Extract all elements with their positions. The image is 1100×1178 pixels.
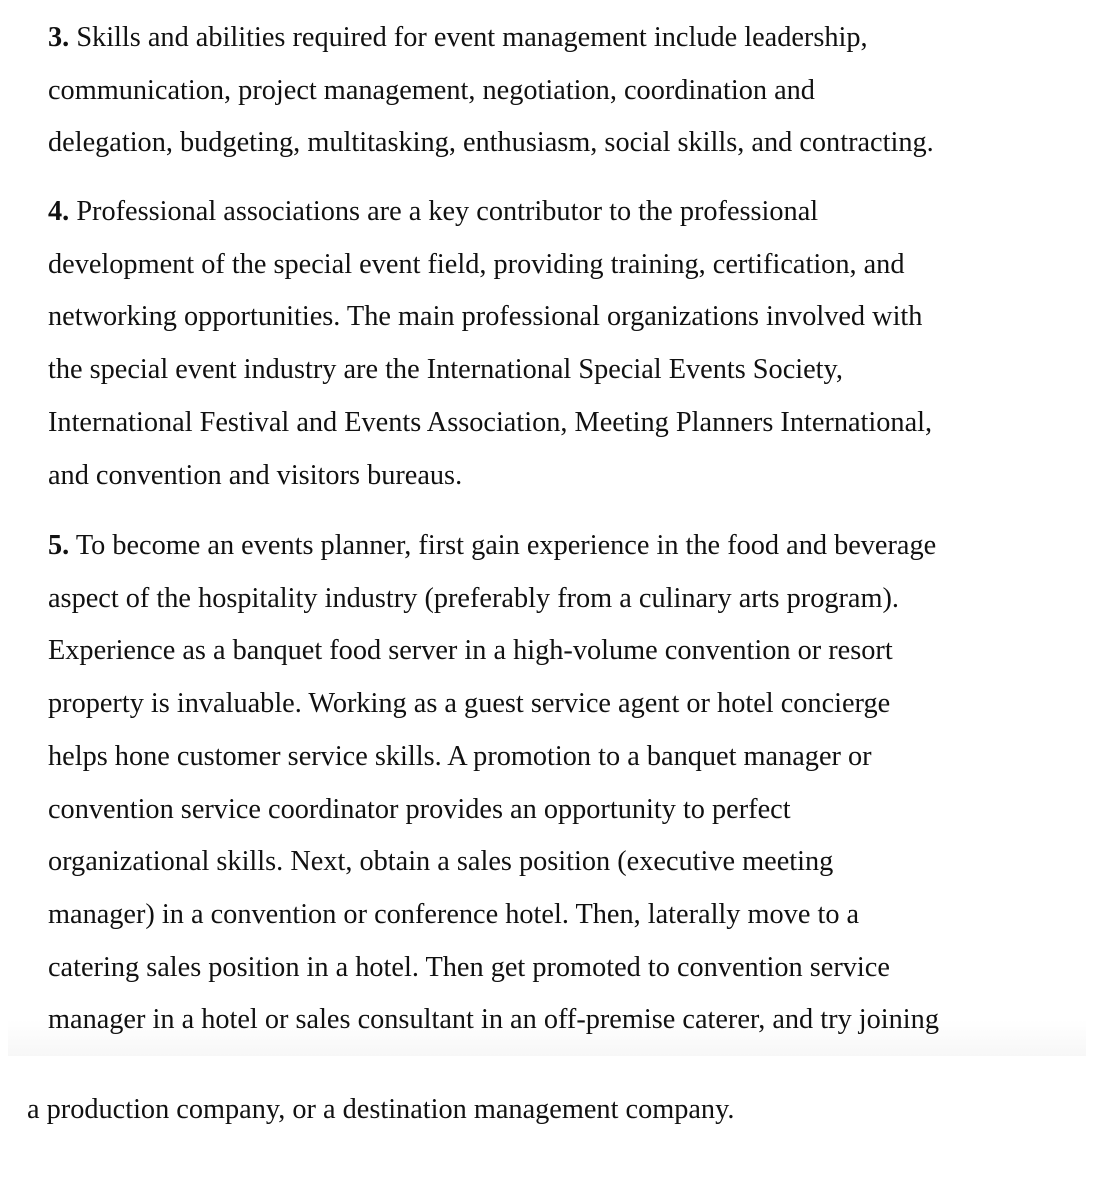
- line-text: catering sales position in a hotel. Then get promoted to convention service: [48, 951, 890, 983]
- line-text: communication, project management, negotiation, coordination and: [48, 74, 815, 106]
- paragraph-5: [48, 520, 939, 1047]
- line-text: manager) in a convention or conference hotel. Then, laterally move to a: [48, 898, 860, 930]
- line-text: and convention and visitors bureaus.: [48, 459, 463, 491]
- line-text: To become an events planner, first gain experience in the food and beverage: [75, 530, 937, 561]
- text-line: [48, 186, 932, 239]
- text-line: [48, 520, 939, 573]
- text-line: [48, 450, 932, 503]
- line-text: manager in a hotel or sales consultant in an off-premise caterer, and try joining: [48, 1004, 939, 1036]
- text-line: [48, 784, 939, 837]
- line-text: aspect of the hospitality industry (preferably from a culinary arts program).: [48, 582, 899, 614]
- text-line: [48, 65, 934, 118]
- line-text: networking opportunities. The main professional organizations involved with: [48, 301, 923, 333]
- text-line: [48, 239, 932, 292]
- paragraph-number: 3.: [48, 22, 70, 53]
- paragraph-number: 4.: [48, 196, 70, 227]
- text-line: [48, 994, 939, 1047]
- line-text: Professional associations are a key contributor to the professional: [76, 196, 819, 227]
- line-text: convention service coordinator provides an opportunity to perfect: [48, 793, 791, 825]
- line-text: Experience as a banquet food server in a high-volume convention or resort: [48, 635, 893, 667]
- text-line: [48, 12, 934, 65]
- text-line: [48, 291, 932, 344]
- document-page: [8, 0, 1086, 1056]
- text-line: [48, 942, 939, 995]
- continuation-text: a production company, or a destination management company.: [27, 1094, 735, 1125]
- paragraph-3: [48, 12, 934, 170]
- line-text: development of the special event field, providing training, certification, and: [48, 248, 905, 280]
- line-text: helps hone customer service skills. A promotion to a banquet manager or: [48, 740, 872, 772]
- text-line: [48, 836, 939, 889]
- paragraph-number: 5.: [48, 530, 70, 561]
- text-line: [48, 117, 934, 170]
- line-text: International Festival and Events Association, Meeting Planners International,: [48, 406, 933, 438]
- text-line: [48, 344, 932, 397]
- paragraph-4: [48, 186, 932, 502]
- line-text: the special event industry are the International Special Events Society,: [48, 354, 843, 386]
- text-line: [48, 678, 939, 731]
- line-text: delegation, budgeting, multitasking, enthusiasm, social skills, and contracting.: [48, 127, 934, 159]
- line-text: organizational skills. Next, obtain a sales position (executive meeting: [48, 846, 834, 878]
- text-line: [48, 397, 932, 450]
- text-line: [48, 625, 939, 678]
- line-text: property is invaluable. Working as a guest service agent or hotel concierge: [48, 688, 891, 720]
- text-line: [48, 889, 939, 942]
- line-text: Skills and abilities required for event management include leadership,: [76, 22, 868, 53]
- text-line: [48, 731, 939, 784]
- text-line: [48, 573, 939, 626]
